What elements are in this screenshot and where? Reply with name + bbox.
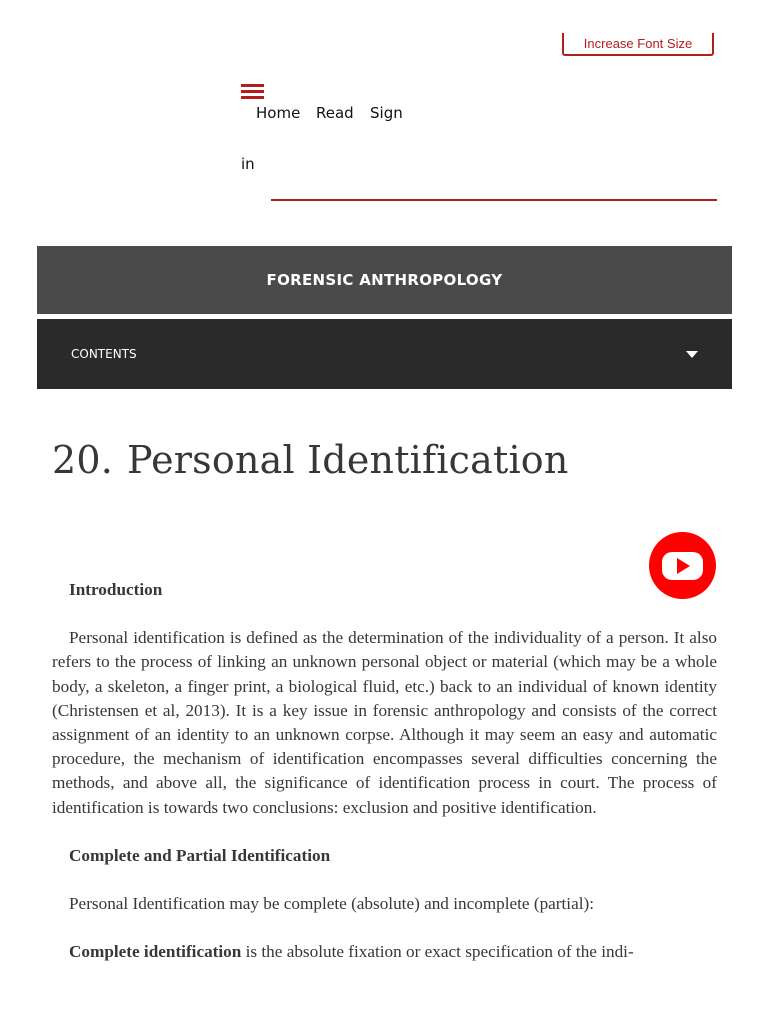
paragraph-introduction: Personal identification is defined as the determination of the individuality of a person. It also refers to the process of linking an unknown personal object or material (which may be a whole body, a skeleton, a finger print, a biological fluid, etc.) back to an individual of known identity (Christensen et al, 2013). It is a key issue in forensic anthropology and consists of the correct assignment of an identity to an unknown corpse. Although it may seem an easy and automatic procedure, the mechanism of identification encompasses several difficulties concerning the methods, and above all, the significance of identification process in court. The process of identification is towards two conclusions: exclusion and positive identification.: [52, 628, 717, 817]
section-heading-complete-partial: Complete and Partial Identification: [69, 845, 331, 865]
section-heading-introduction: Introduction: [69, 580, 163, 599]
nav-read-link[interactable]: Read: [316, 104, 354, 122]
complete-identification-text: is the absolute fixation or exact specification of the indi-: [241, 942, 634, 962]
hamburger-menu-icon[interactable]: [241, 84, 264, 100]
page-title: [52, 438, 569, 482]
contents-label: CONTENTS: [71, 347, 137, 361]
contents-toggle[interactable]: [37, 319, 732, 389]
chapter-title-text: Personal Identification: [127, 438, 569, 482]
nav-home-link[interactable]: Home: [256, 104, 301, 122]
book-title[interactable]: FORENSIC ANTHROPOLOGY: [37, 246, 732, 314]
nav-sign-in-link[interactable]: Sign: [370, 104, 403, 122]
chapter-number: 20.: [52, 438, 114, 482]
paragraph-complete-identification: [52, 940, 717, 964]
chapter-content: [52, 578, 717, 964]
nav-divider: [271, 199, 717, 201]
increase-font-size-button[interactable]: Increase Font Size: [562, 33, 714, 56]
nav-sign-in-link-wrap[interactable]: in: [241, 155, 255, 173]
caret-down-icon: [686, 351, 698, 358]
complete-identification-term: Complete identification: [69, 942, 242, 962]
paragraph-identification-types: Personal Identification may be complete (absolute) and incomplete (partial):: [69, 894, 594, 914]
